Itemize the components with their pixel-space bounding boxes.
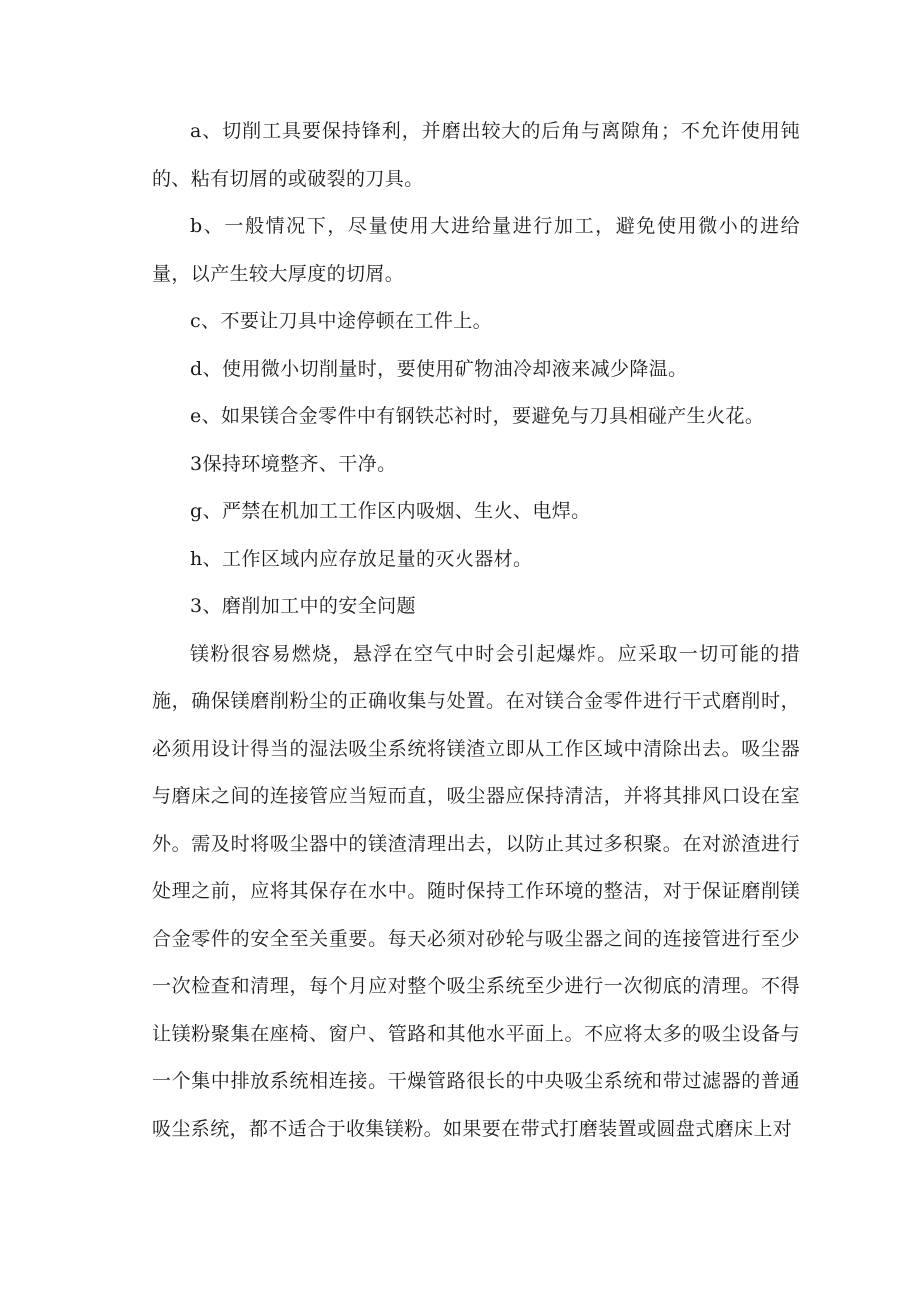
paragraph-clean-environment: 3保持环境整齐、干净。 bbox=[190, 452, 397, 475]
paragraph-no-smoking: g、严禁在机加工工作区内吸烟、生火、电焊。 bbox=[190, 500, 591, 522]
paragraph-steel-insert: e、如果镁合金零件中有钢铁芯衬时，要避免与刀具相碰产生火花。 bbox=[190, 405, 765, 427]
section-heading-grinding-safety: 3、磨削加工中的安全问题 bbox=[190, 595, 416, 617]
paragraph-tool-dwell: c、不要让刀具中途停顿在工件上。 bbox=[190, 310, 493, 332]
paragraph-tool-sharpness: a、切削工具要保持锋利，并磨出较大的后角与离隙角；不允许使用钝的、粘有切屑的或破裂的刀具。 bbox=[152, 120, 800, 190]
paragraph-extinguishers: h、工作区域内应存放足量的灭火器材。 bbox=[190, 547, 533, 570]
paragraph-coolant: d、使用微小切削量时，要使用矿物油冷却液来减少降温。 bbox=[190, 357, 688, 380]
paragraph-feed-rate: b、一般情况下，尽量使用大进给量进行加工，避免使用微小的进给量，以产生较大厚度的切屑。 bbox=[152, 215, 800, 285]
paragraph-magnesium-dust: 镁粉很容易燃烧，悬浮在空气中时会引起爆炸。应采取一切可能的措施，确保镁磨削粉尘的正确收集与处置。在对镁合金零件进行干式磨削时，必须用设计得当的湿法吸尘系统将镁渣立即从工作区域中清除出去。吸尘器与磨床之间的连接管应当短而直，吸尘器应保持清洁，并将其排风口设在室外。需及时将吸尘器中的镁渣清理出去，以防止其过多积聚。在对淤渣进行处理之前，应将其保存在水中。随时保持工作环境的整洁，对于保证磨削镁合金零件的安全至关重要。每天必须对砂轮与吸尘器之间的连接管进行至少一次检查和清理，每个月应对整个吸尘系统至少进行一次彻底的清理。不得让镁粉聚集在座椅、窗户、管路和其他水平面上。不应将太多的吸尘设备与一个集中排放系统相连接。干燥管路很长的中央吸尘系统和带过滤器的普通吸尘系统，都不适合于收集镁粉。如果要在带式打磨装置或圆盘式磨床上对 bbox=[152, 642, 800, 1140]
